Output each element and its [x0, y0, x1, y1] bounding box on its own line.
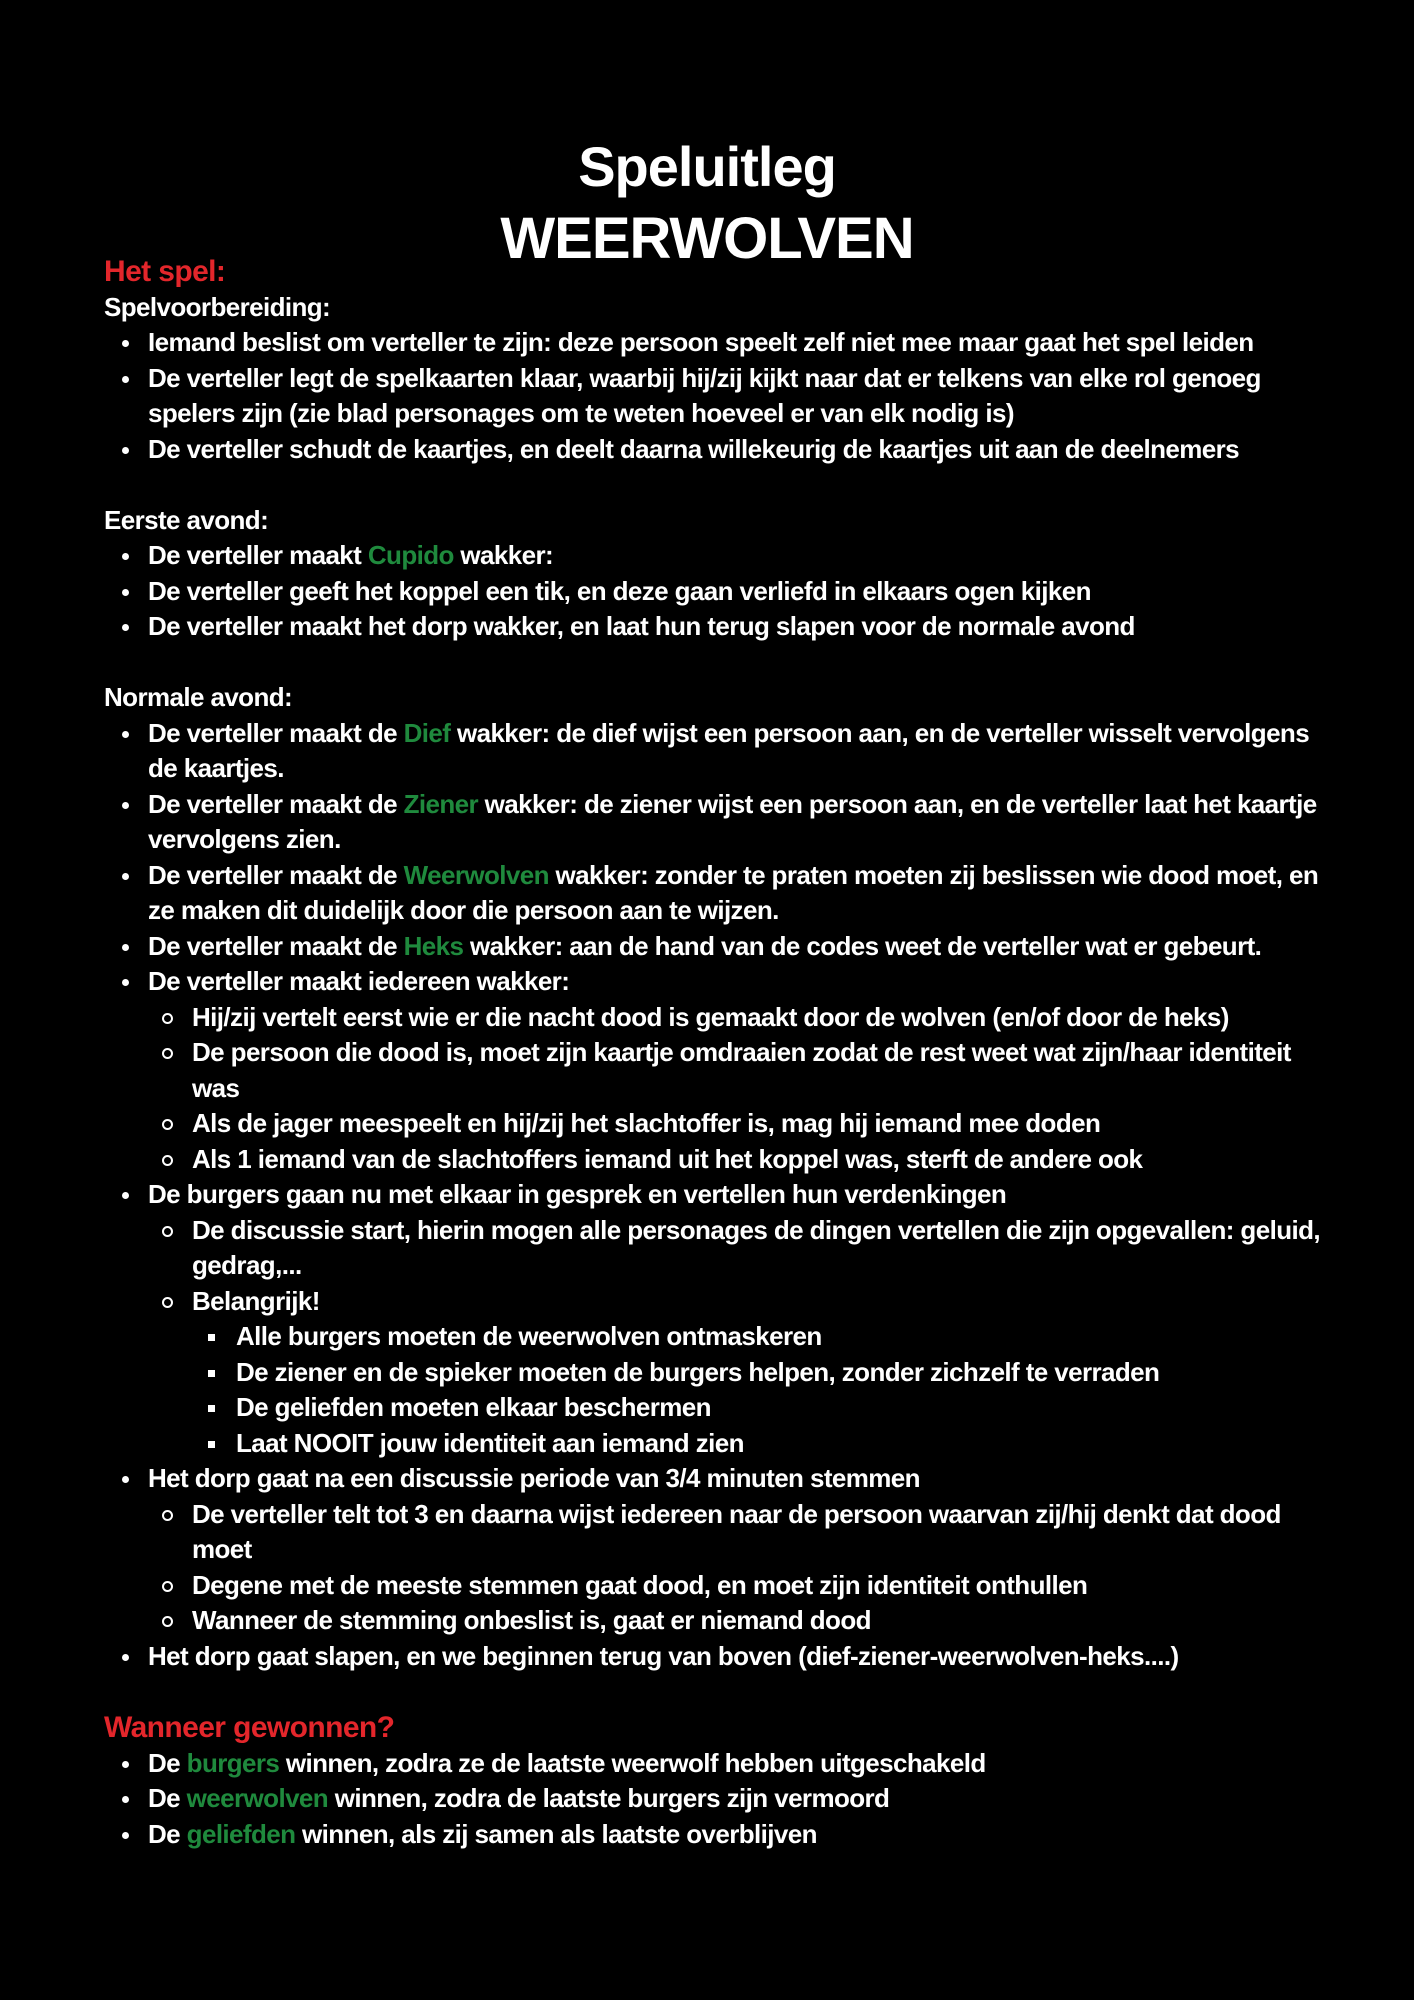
- page-subtitle: WEERWOLVEN: [500, 206, 914, 271]
- sub-list-item: Wanneer de stemming onbeslist is, gaat er niemand dood: [148, 1603, 1344, 1639]
- document-body: [104, 254, 1344, 1852]
- sub-list-item: Als 1 iemand van de slachtoffers iemand uit het koppel was, sterft de andere ook: [148, 1142, 1344, 1178]
- sub-list-burgers: [148, 1213, 1344, 1462]
- list-gewonnen: [104, 1746, 1344, 1853]
- sub-sub-list-item: De geliefden moeten elkaar beschermen: [192, 1390, 1344, 1426]
- role-name: burgers: [186, 1747, 280, 1778]
- list-normale-avond: [104, 716, 1344, 1675]
- list-item: De verteller legt de spelkaarten klaar, waarbij hij/zij kijkt naar dat er telkens van elke rol genoeg spelers zijn (zie blad personages om te weten hoeveel er van elk nodig is): [104, 361, 1344, 432]
- role-name: Heks: [403, 930, 464, 961]
- sub-list-item: De verteller telt tot 3 en daarna wijst iedereen naar de persoon waarvan zij/hij denkt dat dood moet: [148, 1497, 1344, 1568]
- sub-list-item: Degene met de meeste stemmen gaat dood, en moet zijn identiteit onthullen: [148, 1568, 1344, 1604]
- sub-sub-list-item: Alle burgers moeten de weerwolven ontmaskeren: [192, 1319, 1344, 1355]
- sub-list-item: De discussie start, hierin mogen alle personages de dingen vertellen die zijn opgevallen: geluid, gedrag,...: [148, 1213, 1344, 1284]
- list-item: De burgers gaan nu met elkaar in gesprek en vertellen hun verdenkingen De discussie start, hierin mogen alle personages de dingen vertellen die zijn opgevallen: geluid, gedrag,... Belangrijk! Alle burgers moeten de weerwolven ontmaskeren De ziener en de spieker moeten de burgers helpen, zonder zichzelf te verraden De geliefden moeten elkaar beschermen Laat NOOIT jouw identiteit aan iemand zien: [104, 1177, 1344, 1461]
- sub-sub-list-item: De ziener en de spieker moeten de burgers helpen, zonder zichzelf te verraden: [192, 1355, 1344, 1391]
- role-name: Ziener: [403, 788, 479, 819]
- sub-list-item: Hij/zij vertelt eerst wie er die nacht dood is gemaakt door de wolven (en/of door de heks): [148, 1000, 1344, 1036]
- page-title: Speluitleg: [578, 135, 836, 198]
- section-heading-normale-avond: Normale avond:: [104, 682, 293, 712]
- sub-list-item: Als de jager meespeelt en hij/zij het slachtoffer is, mag hij iemand mee doden: [148, 1106, 1344, 1142]
- sub-sub-list-item: Laat NOOIT jouw identiteit aan iemand zien: [192, 1426, 1344, 1462]
- sub-list-item: De persoon die dood is, moet zijn kaartje omdraaien zodat de rest weet wat zijn/haar identiteit was: [148, 1035, 1344, 1106]
- list-item: De verteller maakt het dorp wakker, en laat hun terug slapen voor de normale avond: [104, 609, 1344, 645]
- list-item: Het dorp gaat na een discussie periode van 3/4 minuten stemmen De verteller telt tot 3 en daarna wijst iedereen naar de persoon waarvan zij/hij denkt dat dood moet Degene met de meeste stemmen gaat dood, en moet zijn identiteit onthullen Wanneer de stemming onbeslist is, gaat er niemand dood: [104, 1461, 1344, 1639]
- sub-list-stemmen: [148, 1497, 1344, 1639]
- list-item: Iemand beslist om verteller te zijn: deze persoon speelt zelf niet mee maar gaat het spel leiden: [104, 325, 1344, 361]
- list-item: De geliefden winnen, als zij samen als laatste overblijven: [104, 1817, 1344, 1853]
- role-name: Cupido: [367, 540, 454, 570]
- list-item: De verteller maakt iedereen wakker: Hij/zij vertelt eerst wie er die nacht dood is gemaakt door de wolven (en/of door de heks) De persoon die dood is, moet zijn kaartje omdraaien zodat de rest weet wat zijn/haar identiteit was Als de jager meespeelt en hij/zij het slachtoffer is, mag hij iemand mee doden Als 1 iemand van de slachtoffers iemand uit het koppel was, sterft de andere ook: [104, 964, 1344, 1177]
- role-name: geliefden: [186, 1818, 296, 1849]
- role-name: Dief: [403, 717, 451, 748]
- list-item: De verteller maakt de Weerwolven wakker: zonder te praten moeten zij beslissen wie dood moet, en ze maken dit duidelijk door die persoon aan te wijzen.: [104, 858, 1344, 929]
- list-spelvoorbereiding: [104, 325, 1344, 467]
- list-item: De weerwolven winnen, zodra de laatste burgers zijn vermoord: [104, 1781, 1344, 1817]
- list-item: De verteller maakt de Heks wakker: aan de hand van de codes weet de verteller wat er gebeurt.: [104, 929, 1344, 965]
- list-item: De verteller maakt de Ziener wakker: de ziener wijst een persoon aan, en de verteller laat het kaartje vervolgens zien.: [104, 787, 1344, 858]
- list-item: De burgers winnen, zodra ze de laatste weerwolf hebben uitgeschakeld: [104, 1746, 1344, 1782]
- section-heading-het-spel: Het spel:: [104, 255, 226, 288]
- list-item: De verteller schudt de kaartjes, en deelt daarna willekeurig de kaartjes uit aan de deelnemers: [104, 432, 1344, 468]
- sub-sub-list-belangrijk: [192, 1319, 1344, 1461]
- role-name: Weerwolven: [403, 859, 549, 890]
- role-name: weerwolven: [186, 1783, 329, 1813]
- sub-list-wakker: [148, 1000, 1344, 1178]
- list-item: De verteller geeft het koppel een tik, en deze gaan verliefd in elkaars ogen kijken: [104, 574, 1344, 610]
- list-item: De verteller maakt Cupido wakker:: [104, 538, 1344, 574]
- list-item: Het dorp gaat slapen, en we beginnen terug van boven (dief-ziener-weerwolven-heks....): [104, 1639, 1344, 1675]
- list-item: De verteller maakt de Dief wakker: de dief wijst een persoon aan, en de verteller wisselt vervolgens de kaartjes.: [104, 716, 1344, 787]
- section-heading-eerste-avond: Eerste avond:: [104, 504, 269, 535]
- sub-heading-spelvoorbereiding: Spelvoorbereiding:: [104, 291, 331, 322]
- section-heading-wanneer-gewonnen: Wanneer gewonnen?: [104, 1711, 395, 1744]
- list-eerste-avond: [104, 538, 1344, 645]
- sub-list-item: Belangrijk! Alle burgers moeten de weerwolven ontmaskeren De ziener en de spieker moeten de burgers helpen, zonder zichzelf te verraden De geliefden moeten elkaar beschermen Laat NOOIT jouw identiteit aan iemand zien: [148, 1284, 1344, 1462]
